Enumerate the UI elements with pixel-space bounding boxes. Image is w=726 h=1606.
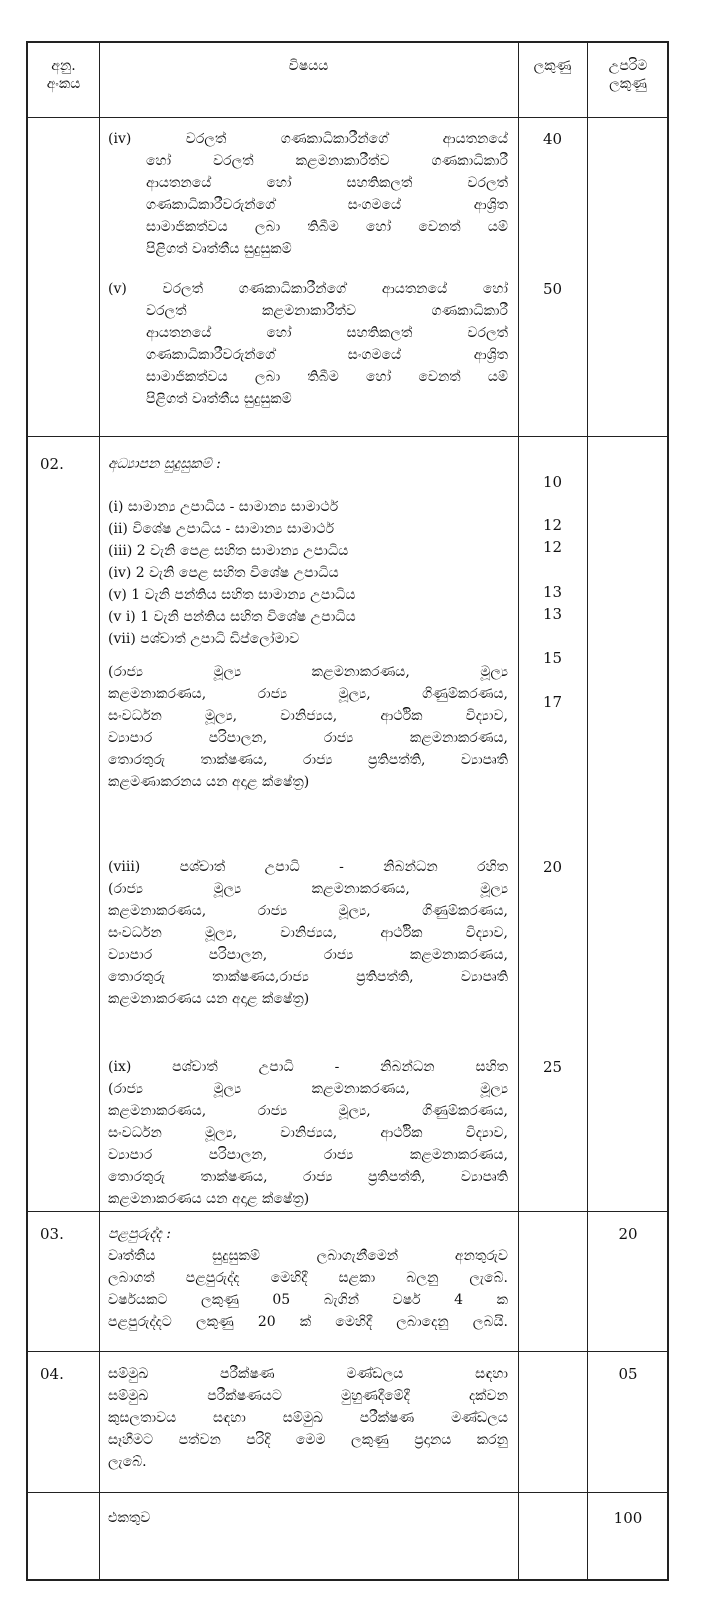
qualification-line: තොරතුරු තාක්ෂණය, රාජ්‍ය ප්‍රතිපත්ති, ව්‍යාපෘති	[108, 1169, 508, 1185]
interview-line: සම්මුඛ පරීක්ෂණ මණ්ඩලය සඳහා	[108, 1366, 508, 1382]
education-item: (v i) 1 වැනි පන්තිය සහිත විශේෂ උපාධිය	[108, 609, 356, 625]
education-mark: 13	[542, 605, 563, 623]
max-marks-interview: 05	[618, 1365, 638, 1383]
qualification-line: ආයතනයේ හෝ සහතිකලත් වරලත්	[146, 175, 508, 191]
interview-line: ලැබේ.	[108, 1454, 147, 1470]
qualification-line: ව්‍යාපාර පරිපාලන, රාජ්‍ය කළමනාකරණය,	[108, 1147, 508, 1163]
marks-viii: 20	[542, 858, 563, 876]
qualification-line: (iv) වරලත් ගණකාධිකාරීන්ගේ ආයතනයේ	[108, 131, 508, 147]
qualification-line: ආයතනයේ හෝ සහතිකලත් වරලත්	[146, 325, 508, 341]
qualification-line: (v) වරලත් ගණකාධිකාරීන්ගේ ආයතනයේ හෝ	[108, 281, 508, 297]
qualification-line: ගණකාධිකාරීවරුන්ගේ සංගමයේ ආශ්‍රිත	[146, 197, 508, 213]
row-divider	[28, 1492, 667, 1493]
experience-line: ලබාගත් පළපුරුද්ද මෙහිදී සළකා බලනු ලැබේ.	[108, 1270, 508, 1286]
row-number: 03.	[40, 1225, 64, 1243]
qualification-line: (ix) පශ්චාත් උපාධි - නිබන්ධන සහිත	[108, 1059, 508, 1075]
header-max-marks	[587, 57, 669, 93]
marks-iv: 40	[542, 130, 563, 148]
total-label: එකතුව	[108, 1510, 151, 1526]
qualification-line: පිළිගත් වෘත්තීය සුදුසුකම්	[146, 391, 292, 407]
interview-text	[108, 1363, 508, 1473]
field-line: කළමනාකරණය, රාජ්‍ය මූල්‍ය, ගිණුම්කරණය,	[108, 686, 508, 702]
max-marks-experience: 20	[618, 1225, 638, 1243]
education-mark: 15	[542, 649, 563, 667]
row-divider	[28, 1351, 667, 1352]
field-line: කළමණාකරනය යන අදාළ ක්ෂේත්‍ර)	[108, 774, 310, 790]
experience-text	[108, 1245, 508, 1333]
education-item: (i) සාමාන්‍ය උපාධිය - සාමාන්‍ය සාමාර්ථ	[108, 499, 339, 515]
qualification-line: හෝ වරලත් කළමනාකාරීත්ව ගණකාධිකාරී	[146, 153, 508, 169]
qualification-line: කළමනාකරණය යන අදාළ ක්ෂේත්‍ර)	[108, 1191, 310, 1207]
qualification-line: (රාජ්‍ය මූල්‍ය කළමනාකරණය, මූල්‍ය	[108, 881, 508, 897]
column-divider	[99, 43, 100, 1579]
qualification-line: කළමනාකරණය, රාජ්‍ය මූල්‍ය, ගිණුම්කරණය,	[108, 1103, 508, 1119]
marking-scheme-table	[26, 41, 669, 1581]
qualification-line: කළමනාකරණය, රාජ්‍ය මූල්‍ය, ගිණුම්කරණය,	[108, 903, 508, 919]
education-item: (v) 1 වැනි පන්තිය සහිත සාමාන්‍ය උපාධිය	[108, 587, 356, 603]
row-divider	[28, 436, 667, 437]
field-line: (රාජ්‍ය මූල්‍ය කළමනාකරණය, මූල්‍ය	[108, 664, 508, 680]
header-max-line: උපරිම	[608, 58, 648, 74]
education-item: (vii) පශ්චාත් උපාධි ඩිප්ලෝමාව	[108, 631, 300, 647]
qualification-line: ගණකාධිකාරීවරුන්ගේ සංගමයේ ආශ්‍රිත	[146, 347, 508, 363]
qualification-line: (රාජ්‍ය මූල්‍ය කළමනාකරණය, මූල්‍ය	[108, 1081, 508, 1097]
total-max-marks: 100	[613, 1509, 643, 1527]
qualification-line: තොරතුරු තාක්ෂණය,රාජ්‍ය ප්‍රතිපත්ති, ව්‍යාපෘති	[108, 969, 508, 985]
row-number: 02.	[40, 455, 64, 473]
field-line: ව්‍යාපාර පරිපාලන, රාජ්‍ය කළමනාකරණය,	[108, 730, 508, 746]
education-mark: 12	[542, 516, 563, 534]
experience-line: වර්ෂයකට ලකුණු 05 බැගින් වර්ෂ 4 ක	[108, 1292, 508, 1308]
header-serial-line: අංකය	[46, 76, 81, 92]
header-max-line: ලකුණු	[609, 76, 647, 92]
row-divider	[28, 1211, 667, 1212]
column-divider	[587, 43, 588, 1579]
education-item: (iii) 2 වැනි පෙළ සහිත සාමාන්‍ය උපාධිය	[108, 543, 349, 559]
experience-line: වෘත්තීය සුදුසුකම් ලබාගැනීමෙන් අනතුරුව	[108, 1248, 508, 1264]
qualification-line: ව්‍යාපාර පරිපාලන, රාජ්‍ය කළමනාකරණය,	[108, 947, 508, 963]
qualification-line: (viii) පශ්චාත් උපාධි - නිබන්ධන රහිත	[108, 859, 508, 875]
section-heading: අධ්‍යාපන සුදුසුකම් :	[108, 456, 221, 472]
education-item: (ii) විශේෂ උපාධිය - සාමාන්‍ය සාමාර්ථ	[108, 521, 335, 537]
interview-line: සෑහීමට පත්වන පරිදි මෙම ලකුණු ප්‍රදානය කරනු	[108, 1432, 508, 1448]
row-divider	[28, 117, 667, 118]
qualification-line: සාමාජිකත්වය ලබා තිබීම හෝ වෙනත් යම්	[146, 369, 508, 385]
education-items	[108, 496, 508, 650]
header-marks: ලකුණු	[533, 58, 572, 74]
marks-v: 50	[542, 280, 563, 298]
education-mark: 17	[542, 693, 563, 711]
interview-line: සම්මුඛ පරීක්ෂණයට මුහුණදීමේදී දක්වන	[108, 1388, 508, 1404]
header-serial	[28, 57, 99, 93]
field-line: තොරතුරු තාක්ෂණය, රාජ්‍ය ප්‍රතිපත්ති, ව්‍යාපෘති	[108, 752, 508, 768]
column-divider	[518, 43, 519, 1579]
qualification-line: වරලත් කළමනාකාරීත්ව ගණකාධිකාරී	[146, 303, 508, 319]
qualification-line: පිළිගත් වෘත්තීය සුදුසුකම්	[146, 241, 292, 257]
field-line: සංවර්ධන මූල්‍ය, වානිජ්‍යය, ආර්ථික විද්‍යාව,	[108, 708, 508, 724]
marks-ix: 25	[542, 1058, 563, 1076]
interview-line: කුසලතාවය සඳහා සම්මුඛ පරීක්ෂණ මණ්ඩලය	[108, 1410, 508, 1426]
qualification-line: සංවර්ධන මූල්‍ය, වානිජ්‍යය, ආර්ථික විද්‍යාව,	[108, 925, 508, 941]
qualification-viii	[108, 856, 508, 1010]
header-serial-line: අනු.	[51, 58, 76, 74]
section-heading: පළපුරුද්ද :	[108, 1226, 171, 1242]
qualification-iv	[108, 128, 508, 260]
header-subject: විෂයය	[288, 58, 329, 74]
education-mark: 13	[542, 583, 563, 601]
qualification-line: සාමාජිකත්වය ලබා තිබීම හෝ වෙනත් යම්	[146, 219, 508, 235]
qualification-ix	[108, 1056, 508, 1210]
vii-fields	[108, 661, 508, 793]
education-mark: 12	[542, 538, 563, 556]
qualification-v	[108, 278, 508, 410]
row-number: 04.	[40, 1365, 64, 1383]
education-mark: 10	[542, 473, 563, 491]
experience-line: පළපුරුද්දට ලකුණු 20 ක් මෙහිදී ලබාදෙනු ලබයි.	[108, 1314, 508, 1330]
qualification-line: කළමනාකරණය යන අදාළ ක්ෂේත්‍ර)	[108, 991, 310, 1007]
qualification-line: සංවර්ධන මූල්‍ය, වානිජ්‍යය, ආර්ථික විද්‍යාව,	[108, 1125, 508, 1141]
education-item: (iv) 2 වැනි පෙළ සහිත විශේෂ උපාධිය	[108, 565, 339, 581]
